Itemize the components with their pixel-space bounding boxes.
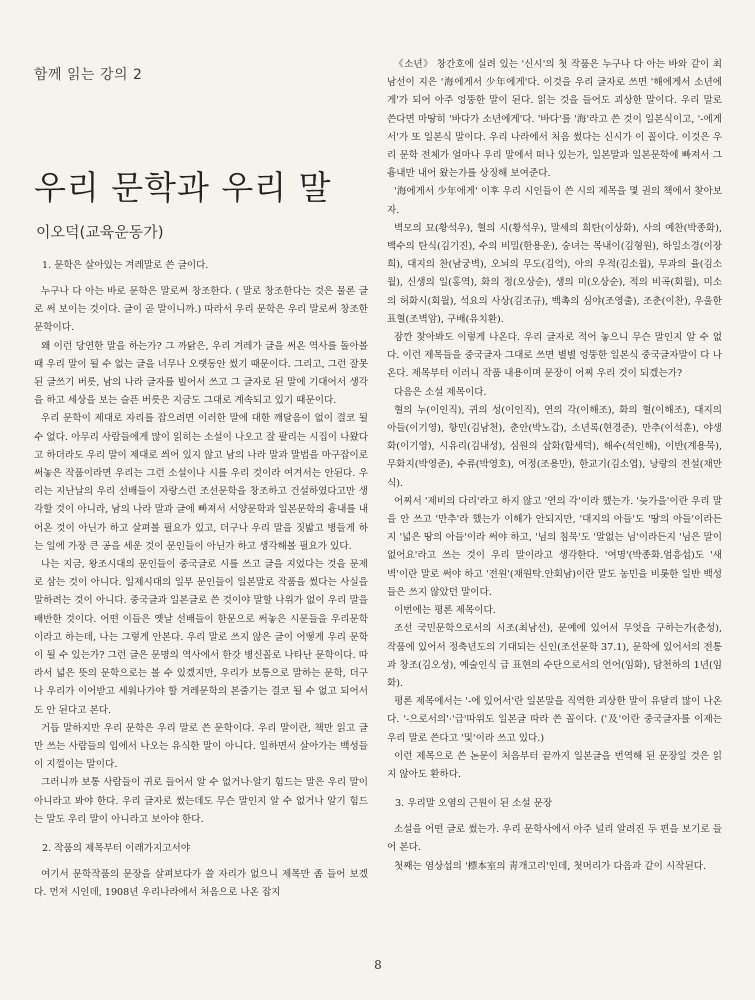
paragraph: '海에게서 少年에게' 이후 우리 시인들이 쓴 시의 제목을 몇 권의 책에서 찾아보자.	[387, 186, 722, 216]
section-2-heading: 2. 작품의 제목부터 이래가지고서야	[42, 843, 191, 855]
paragraph: 이번에는 평론 제목이다.	[394, 605, 496, 617]
paragraph: 잠깐 찾아봐도 이렇게 나온다. 우리 글자로 적어 놓으니 무슨 말인지 알 수 없다. 이런 제목들을 중국글자 그대로 쓰면 별별 엉뚱한 일본식 중국글자말이 다 나온다. 제목부터 이러니 작품 내용이며 문장이 어찌 우리 것이 되겠는가?	[387, 332, 722, 380]
paragraph: 다음은 소설 제목이다.	[394, 386, 487, 398]
author-byline: 이오덕(교육운동가)	[36, 223, 164, 241]
paragraph: 《소년》 창간호에 실려 있는 '신시'의 첫 작품은 누구나 다 아는 바와 같이 최남선이 지은 '海에게서 少年에게'다. 이것을 우리 글자로 쓰면 '해에게서 소년에게'가 되어 아주 엉뚱한 말이 된다. 읽는 것을 들어도 괴상한 말이다. 우리 말로 쓴다면 마땅히 '바다가 소년에게'다. '바다'를 '海'라고 쓴 것이 일본식이고, '-에게서'가 또 일본식 말이다. 우리 나라에서 처음 썼다는 신시가 이 꼴이다. 이것은 우리 문학 전체가 얼마나 우리 말에서 떠나 있는가, 일본말과 일본문학에 빠져서 그 흉내만 내어 왔는가를 상징해 보여준다.	[387, 59, 722, 180]
section-1-heading: 1. 문학은 살아있는 겨레말로 쓴 글이다.	[42, 260, 209, 271]
paragraph: 첫째는 염상섭의 '標本室의 靑개고리'인데, 첫머리가 다음과 같이 시작된다.	[394, 860, 707, 872]
series-label: 함께 읽는 강의 2	[34, 67, 143, 83]
paragraph: 어찌서 '제비의 다리'라고 하지 않고 '연의 각'이라 했는가. '늦가을'이란 우리 말을 안 쓰고 '만추'라 했는가 이해가 안되지만, '대지의 아들'도 '땅의 아들'이라든지 '넓은 땅의 아들'이라 써야 하고, '님의 침묵'도 '말없는 님'이라든지 '님은 말이 없어요'라고 쓰는 것이 우리 말이라고 생각한다. '여명'(박종화.엄흥섭)도 '새벽'이란 말로 써야 하고 '전원'(채원탁.안회남)이란 말도 농민을 비롯한 일반 백성들은 쓰지 않았던 말이다.	[387, 495, 722, 598]
paragraph: 조선 국민문학으로서의 시조(최남선), 문예에 있어서 무엇을 구하는가(춘성), 작품에 있어서 정축년도의 기대되는 신인(조선문학 37.1), 문학에 있어서의 전통과 창조(김오성), 예술인식 급 표현의 수단으로서의 언어(임화), 담천하의 1년(임화).	[387, 623, 722, 689]
paragraph: 벽모의 묘(황석우), 혈의 시(황석우), 말세의 희탄(이상화), 사의 예찬(박종화), 백수의 탄식(김기진), 수의 비밀(한용운), 숭녀는 목내이(김형원), 하일소경(이장희), 대지의 찬(남궁벽), 오뇌의 무도(김억), 아의 우적(김소월), 무과의 율(김소월), 신생의 일(홍역), 화의 정(오상순), 생의 미(오상순), 적의 비곡(회월), 미소의 허화시(회월), 석요의 사상(김조규), 백촉의 심야(조영출), 조춘(이찬), 우울한 표혈(조벽암), 구배(유치환).	[387, 222, 722, 325]
paragraph: 우리 문학이 제대로 자리를 잡으려면 이러한 말에 대한 깨달음이 없이 결코 될 수 없다. 아무리 사람들에게 많이 읽히는 소설이 나오고 잘 팔리는 시집이 나왔다고 하더라도 우리 말이 제대로 씌어 있지 않고 남의 나라 말과 말법을 마구잡이로 써놓은 작품이라면 우리는 그런 소설이나 시를 우리 것이라 여겨서는 안된다. 우리는 지난날의 우리 선배들이 자랑스런 조선문학을 창조하고 건설하였다고만 생각할 것이 아니라, 남의 나라 말과 글에 빠져서 서양문학과 일본문학의 흉내를 내어온 것이 아닌가 하고 살펴볼 필요가 있고, 더구나 우리 말을 짓밟고 병들게 하는 일에 가장 큰 공을 세운 것이 문인들이 아닌가 하고 생각해볼 필요가 있다.	[34, 413, 368, 552]
right-column	[387, 56, 722, 876]
section-3-heading: 3. 우리말 오염의 근원이 된 소설 문장	[395, 798, 553, 810]
paragraph: 여기서 문학작품의 문장을 살펴보다가 쓸 자리가 없으니 제목만 좀 들어 보겠다. 먼저 시인데, 1908년 우리나라에서 처음으로 나온 잡지	[34, 869, 368, 899]
paragraph: 평론 제목에서는 '-에 있어서'란 일본말을 직역한 괴상한 말이 유달리 많이 나온다. '-으로서의'·'급'따위도 일본글 따라 쓴 꼴이다. ('及'이란 중국글자를 이제는 우리 말로 쓴다고 '및'이라 쓰고 있다.)	[387, 696, 722, 744]
paragraph: 누구나 다 아는 바로 문학은 말로써 창조한다. ( 말로 창조한다는 것은 물론 글로 써 보이는 것이다. 글이 곧 말이니까.) 따라서 우리 문학은 우리 말로써 창조한 문학이다.	[34, 286, 368, 334]
paragraph: 왜 이런 당연한 말을 하는가? 그 까닭은, 우리 겨레가 글을 써온 역사를 돌아볼 때 우리 말이 될 수 없는 글을 너무나 오랫동안 썼기 때문이다. 그리고, 그런 잘못된 글쓰기 버릇, 남의 나라 글자를 빌어서 쓰고 그 글자로 된 말에 기대어서 생각을 하고 세상을 보는 슬픈 버릇은 지금도 그대로 계속되고 있기 때문이다.	[34, 340, 368, 407]
paragraph: 나는 지금, 왕조시대의 문인들이 중국글로 시를 쓰고 글을 지었다는 것을 문제로 삼는 것이 아니다. 일제시대의 일부 문인들이 일본말로 작품을 썼다는 사실을 말하려는 것이 아니다. 중국글과 일본글로 쓴 것이야 말할 나위가 없이 우리 말을 배반한 것이다. 어떤 이들은 옛날 선배들이 한문으로 써놓은 시문들을 우리문학이라고 하는데, 나는 그렇게 안본다. 우리 말로 쓰지 않은 글이 어떻게 우리 문학이 될 수 있는가? 그런 글은 문명의 역사에서 한갓 병신꼴로 나타난 문학이다. 따라서 넓은 뜻의 문학으로는 볼 수 있겠지만, 우리가 보통으로 말하는 문학, 더구나 우리가 이어받고 세워나가야 할 겨레문학의 본줄기는 결코 될 수 없고 되어서도 안 된다고 본다.	[34, 559, 368, 716]
page-number: 8	[374, 958, 382, 972]
paragraph: 소설을 어떤 글로 썼는가. 우리 문학사에서 아주 널리 알려진 두 편을 보기로 들어 본다.	[387, 824, 722, 854]
paragraph: 이런 제목으로 쓴 논문이 처음부터 끝까지 일본글을 번역해 된 문장일 것은 읽지 않아도 환하다.	[387, 750, 722, 780]
paragraph: 혈의 누(이인직), 귀의 성(이인직), 연의 각(이해조), 화의 혈(이해조), 대지의 아들(이기영), 항민(김남천), 춘안(박노갑), 소년록(현경준), 만추(이석훈), 야생화(이기영), 시유리(김내성), 심원의 삽화(함세덕), 해수(석인해), 이반(계용묵), 무화지(박영준), 수류(박영호), 여정(조용만), 한교기(김소엽), 낭랑의 전설(채만식).	[387, 404, 722, 489]
page-title: 우리 문학과 우리 말	[34, 168, 332, 207]
left-column	[34, 58, 368, 903]
paragraph: 거듭 말하지만 우리 문학은 우리 말로 쓴 문학이다. 우리 말이란, 책만 읽고 글만 쓰는 사람들의 입에서 나오는 유식한 말이 아니다. 일하면서 살아가는 백성들이 지껄이는 말이다.	[34, 722, 368, 771]
paragraph: 그러니까 보통 사람들이 귀로 들어서 알 수 없거나·알기 힘드는 말은 우리 말이 아니라고 봐야 한다. 우리 글자로 썼는데도 무슨 말인지 알 수 없거나 알기 힘드는 말도 우리 말이 아니라고 보아야 한다.	[34, 777, 368, 825]
